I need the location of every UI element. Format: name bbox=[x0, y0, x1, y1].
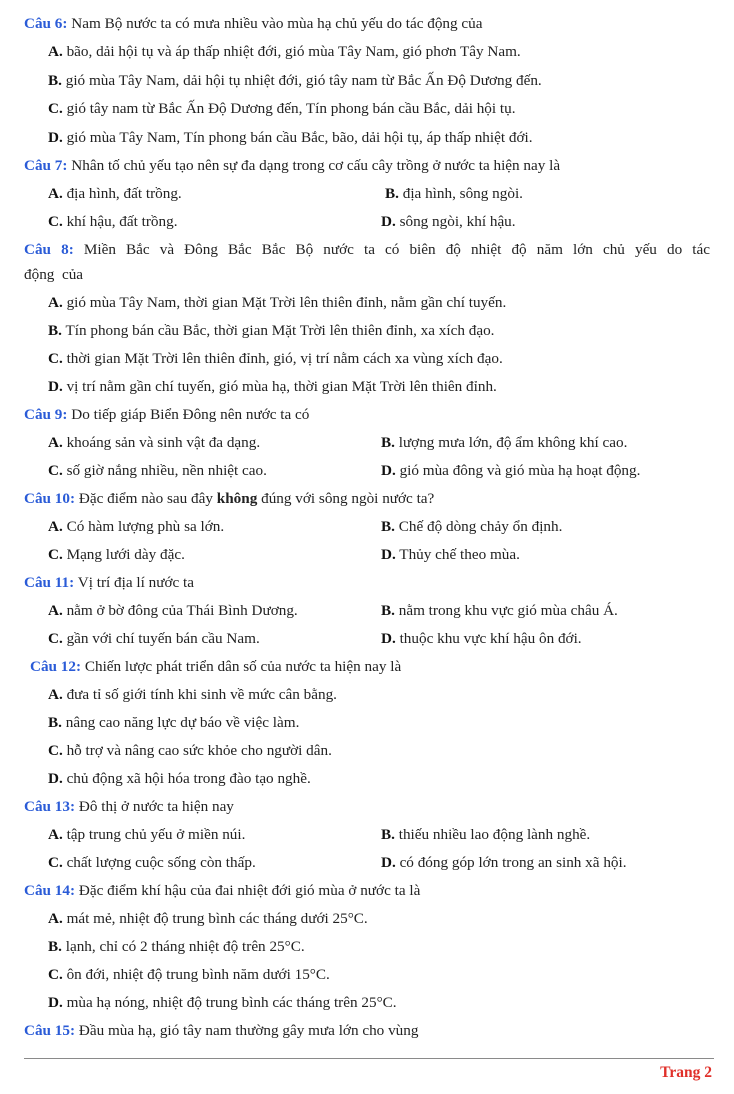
option-text: khí hậu, đất trồng. bbox=[66, 213, 178, 230]
option-c bbox=[48, 461, 267, 481]
option-text: Thủy chế theo mùa. bbox=[399, 546, 520, 563]
option-d bbox=[48, 769, 311, 789]
option-text: có đóng góp lớn trong an sinh xã hội. bbox=[399, 854, 627, 871]
option-d bbox=[48, 377, 497, 397]
option-label: A. bbox=[48, 185, 63, 202]
option-text: nâng cao năng lực dự báo về việc làm. bbox=[65, 714, 300, 731]
option-text: hỗ trợ và nâng cao sức khỏe cho người dân. bbox=[66, 742, 332, 759]
option-c bbox=[48, 853, 256, 873]
option-text: Có hàm lượng phù sa lớn. bbox=[66, 518, 225, 535]
option-d bbox=[381, 212, 516, 232]
option-text: đưa tỉ số giới tính khi sinh về mức cân bằng. bbox=[66, 686, 337, 703]
option-label: D. bbox=[381, 630, 396, 647]
option-a bbox=[48, 293, 506, 313]
option-text: gió mùa Tây Nam, thời gian Mặt Trời lên thiên đỉnh, nằm gần chí tuyến. bbox=[66, 294, 507, 311]
question-number: Câu 6: bbox=[24, 15, 68, 32]
option-label: D. bbox=[381, 462, 396, 479]
option-label: B. bbox=[381, 518, 395, 535]
option-text: Mạng lưới dày đặc. bbox=[66, 546, 185, 563]
option-text: gió mùa Tây Nam, dải hội tụ nhiệt đới, gió tây nam từ Bắc Ấn Độ Dương đến. bbox=[65, 72, 542, 89]
option-c bbox=[48, 629, 260, 649]
option-d bbox=[381, 461, 640, 481]
option-label: D. bbox=[48, 770, 63, 787]
option-b bbox=[381, 433, 627, 453]
question-text: Đô thị ở nước ta hiện nay bbox=[78, 798, 234, 815]
option-label: B. bbox=[48, 938, 62, 955]
option-label: D. bbox=[381, 546, 396, 563]
question-text: Đặc điểm khí hậu của đai nhiệt đới gió mùa ở nước ta là bbox=[78, 882, 421, 899]
option-label: A. bbox=[48, 686, 63, 703]
question-number: Câu 11: bbox=[24, 574, 75, 591]
option-text: ôn đới, nhiệt độ trung bình năm dưới 15°C. bbox=[66, 966, 330, 983]
option-a bbox=[48, 825, 245, 845]
question-12 bbox=[30, 657, 401, 677]
question-number: Câu 14: bbox=[24, 882, 76, 899]
option-d bbox=[381, 545, 520, 565]
option-text: mát mẻ, nhiệt độ trung bình các tháng dưới 25°C. bbox=[66, 910, 368, 927]
option-label: C. bbox=[48, 966, 63, 983]
question-14 bbox=[24, 881, 420, 901]
question-text: Nam Bộ nước ta có mưa nhiều vào mùa hạ chủ yếu do tác động của bbox=[71, 15, 483, 32]
option-text: bão, dải hội tụ và áp thấp nhiệt đới, gió mùa Tây Nam, gió phơn Tây Nam. bbox=[66, 43, 521, 60]
option-c bbox=[48, 212, 178, 232]
option-label: C. bbox=[48, 742, 63, 759]
option-text: nằm ở bờ đông của Thái Bình Dương. bbox=[66, 602, 298, 619]
option-label: D. bbox=[381, 854, 396, 871]
option-text: thời gian Mặt Trời lên thiên đỉnh, gió, vị trí nằm cách xa vùng xích đạo. bbox=[66, 350, 503, 367]
option-text: địa hình, sông ngòi. bbox=[402, 185, 523, 202]
option-text: gió mùa đông và gió mùa hạ hoạt động. bbox=[399, 462, 641, 479]
question-9 bbox=[24, 405, 309, 425]
option-label: D. bbox=[48, 994, 63, 1011]
option-text: mùa hạ nóng, nhiệt độ trung bình các tháng trên 25°C. bbox=[66, 994, 397, 1011]
option-label: D. bbox=[381, 213, 396, 230]
option-text: tập trung chủ yếu ở miền núi. bbox=[66, 826, 246, 843]
option-a bbox=[48, 909, 368, 929]
option-text: gió tây nam từ Bắc Ấn Độ Dương đến, Tín phong bán cầu Bắc, dải hội tụ. bbox=[66, 100, 516, 117]
option-text: thiếu nhiều lao động lành nghề. bbox=[398, 826, 591, 843]
option-label: A. bbox=[48, 434, 63, 451]
option-a bbox=[48, 517, 224, 537]
option-label: C. bbox=[48, 213, 63, 230]
option-text: Chế độ dòng chảy ổn định. bbox=[398, 518, 563, 535]
option-label: D. bbox=[48, 378, 63, 395]
option-text: địa hình, đất trồng. bbox=[66, 185, 182, 202]
option-label: A. bbox=[48, 43, 63, 60]
question-text-before: Đặc điểm nào sau đây bbox=[78, 490, 213, 507]
option-label: A. bbox=[48, 602, 63, 619]
question-text-after: đúng với sông ngòi nước ta? bbox=[261, 490, 435, 507]
option-text: chủ động xã hội hóa trong đào tạo nghề. bbox=[66, 770, 311, 787]
option-c bbox=[48, 349, 503, 369]
option-label: A. bbox=[48, 826, 63, 843]
option-b bbox=[381, 825, 590, 845]
option-text: gần với chí tuyến bán cầu Nam. bbox=[66, 630, 260, 647]
option-c bbox=[48, 545, 185, 565]
option-b bbox=[381, 601, 618, 621]
option-b bbox=[48, 937, 305, 957]
question-10 bbox=[24, 489, 434, 509]
option-b bbox=[381, 517, 562, 537]
footer-divider bbox=[24, 1058, 714, 1059]
option-label: D. bbox=[48, 129, 63, 146]
option-d bbox=[48, 993, 397, 1013]
option-text: gió mùa Tây Nam, Tín phong bán cầu Bắc, bão, dải hội tụ, áp thấp nhiệt đới. bbox=[66, 129, 533, 146]
option-label: B. bbox=[48, 322, 62, 339]
option-a bbox=[48, 184, 182, 204]
question-text: Chiến lược phát triển dân số của nước ta hiện nay là bbox=[84, 658, 402, 675]
option-c bbox=[48, 99, 516, 119]
option-text: số giờ nắng nhiều, nền nhiệt cao. bbox=[66, 462, 267, 479]
question-number: Câu 7: bbox=[24, 157, 68, 174]
question-number: Câu 13: bbox=[24, 798, 76, 815]
question-11 bbox=[24, 573, 194, 593]
option-text: nằm trong khu vực gió mùa châu Á. bbox=[398, 602, 618, 619]
question-text-emphasis: không bbox=[216, 490, 258, 507]
option-b bbox=[48, 71, 542, 91]
option-label: B. bbox=[381, 434, 395, 451]
option-a bbox=[48, 433, 260, 453]
option-c bbox=[48, 741, 332, 761]
question-number: Câu 9: bbox=[24, 406, 68, 423]
question-text: Miền Bắc và Đông Bắc Bắc Bộ nước ta có biên độ nhiệt độ năm lớn chủ yếu do tác bbox=[83, 241, 710, 258]
question-13 bbox=[24, 797, 234, 817]
option-label: C. bbox=[48, 854, 63, 871]
option-d bbox=[48, 128, 533, 148]
option-text: Tín phong bán cầu Bắc, thời gian Mặt Trời lên thiên đỉnh, xa xích đạo. bbox=[65, 322, 495, 339]
option-text: vị trí nằm gần chí tuyến, gió mùa hạ, thời gian Mặt Trời lên thiên đỉnh. bbox=[66, 378, 497, 395]
option-label: C. bbox=[48, 630, 63, 647]
option-label: B. bbox=[381, 602, 395, 619]
option-text: chất lượng cuộc sống còn thấp. bbox=[66, 854, 256, 871]
option-text: thuộc khu vực khí hậu ôn đới. bbox=[399, 630, 582, 647]
option-label: A. bbox=[48, 518, 63, 535]
option-label: C. bbox=[48, 462, 63, 479]
question-7 bbox=[24, 156, 560, 176]
option-label: C. bbox=[48, 350, 63, 367]
option-c bbox=[48, 965, 330, 985]
question-text: Đầu mùa hạ, gió tây nam thường gây mưa lớn cho vùng bbox=[78, 1022, 419, 1039]
option-label: B. bbox=[385, 185, 399, 202]
option-label: C. bbox=[48, 100, 63, 117]
option-text: sông ngòi, khí hậu. bbox=[399, 213, 516, 230]
option-text: lượng mưa lớn, độ ẩm không khí cao. bbox=[398, 434, 628, 451]
option-b bbox=[48, 713, 299, 733]
option-b bbox=[48, 321, 494, 341]
option-label: A. bbox=[48, 294, 63, 311]
option-label: B. bbox=[48, 72, 62, 89]
question-number: Câu 10: bbox=[24, 490, 76, 507]
question-text: Vị trí địa lí nước ta bbox=[77, 574, 194, 591]
question-6 bbox=[24, 14, 483, 34]
option-b bbox=[385, 184, 523, 204]
question-text: Do tiếp giáp Biển Đông nên nước ta có bbox=[71, 406, 310, 423]
question-text: Nhân tố chủ yếu tạo nên sự đa dạng trong cơ cấu cây trồng ở nước ta hiện nay là bbox=[71, 157, 561, 174]
option-a bbox=[48, 601, 298, 621]
question-number: Câu 8: bbox=[24, 241, 74, 258]
question-8 bbox=[24, 240, 710, 260]
question-8-continuation: động của bbox=[24, 266, 84, 283]
question-number: Câu 12: bbox=[30, 658, 82, 675]
option-label: B. bbox=[381, 826, 395, 843]
option-a bbox=[48, 42, 521, 62]
option-a bbox=[48, 685, 337, 705]
question-15 bbox=[24, 1021, 418, 1041]
option-d bbox=[381, 629, 582, 649]
option-label: C. bbox=[48, 546, 63, 563]
option-label: B. bbox=[48, 714, 62, 731]
option-label: A. bbox=[48, 910, 63, 927]
question-number: Câu 15: bbox=[24, 1022, 76, 1039]
option-d bbox=[381, 853, 627, 873]
option-text: khoáng sản và sinh vật đa dạng. bbox=[66, 434, 261, 451]
page-number: Trang 2 bbox=[660, 1064, 712, 1081]
option-text: lạnh, chỉ có 2 tháng nhiệt độ trên 25°C. bbox=[65, 938, 305, 955]
